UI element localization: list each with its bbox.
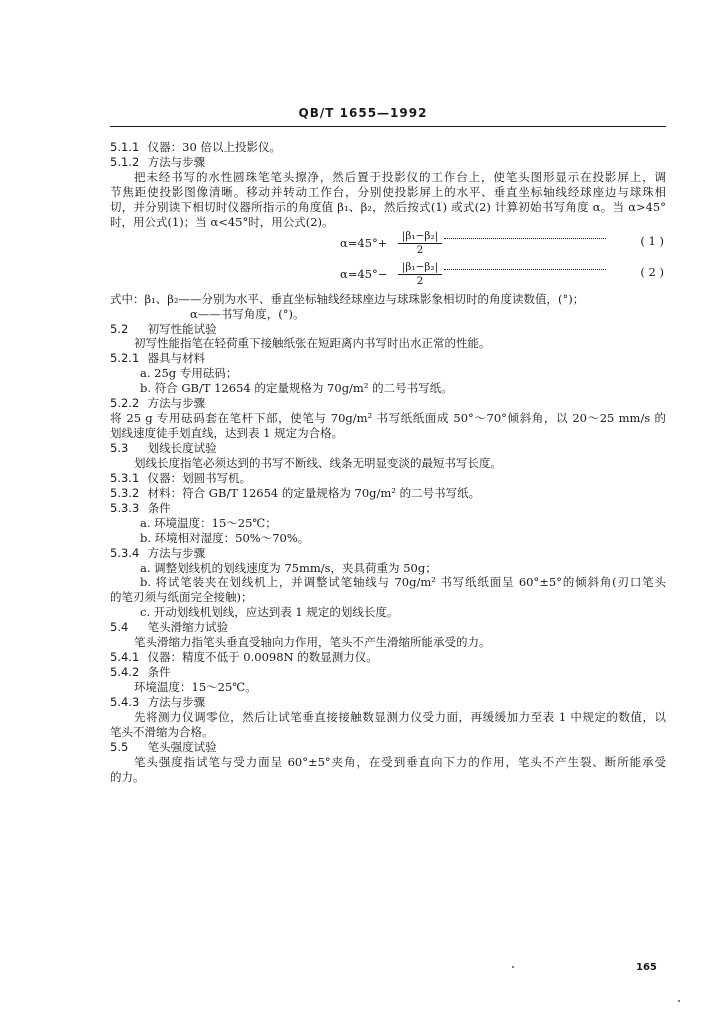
paragraph-line: 的力。	[110, 769, 145, 784]
paragraph-line: 先将测力仪调零位，然后让试笔垂直接接触数显测力仪受力面，再缓缓加力至表 1 中规定的数值，以	[134, 709, 666, 724]
list-item: b. 符合 GB/T 12654 的定量规格为 70g/m² 的二号书写纸。	[140, 381, 453, 396]
section-number: 5.5	[110, 739, 129, 754]
paragraph-line: 把未经书写的水性圆珠笔笔头擦净，然后置于投影仪的工作台上，使笔头图形显示在投影屏上，调	[134, 169, 666, 184]
page-number: 165	[636, 962, 657, 973]
paragraph-line: 划线速度徒手划直线，达到表 1 规定为合格。	[110, 426, 344, 441]
list-item: c. 开动划线机划线，应达到表 1 规定的划线长度。	[140, 605, 399, 620]
formula-fraction	[398, 261, 442, 288]
scan-speck	[512, 966, 514, 968]
leader-dots	[444, 269, 606, 270]
section-number: 5.2	[110, 321, 129, 336]
section-title: 笔头强度试验	[147, 739, 217, 754]
list-item: a. 调整划线机的划线速度为 75mm/s，夹具荷重为 50g；	[140, 560, 437, 575]
paragraph-line: 环境温度：15～25℃。	[134, 680, 257, 694]
section-5-3-2	[110, 486, 666, 501]
paragraph-line: 节焦距使投影图像清晰。移动并转动工作台，分别使投影屏上的水平、垂直坐标轴线经球座边与球珠相	[110, 184, 666, 199]
section-number: 5.4.2	[110, 665, 140, 680]
section-text: 仪器：精度不低于 0.0098N 的数显测力仪。	[147, 650, 378, 665]
paragraph-line: 时，用公式(1)；当 α<45°时，用公式(2)。	[110, 214, 334, 229]
paragraph-line: 笔头滑缩力指笔头垂直受轴向力作用，笔头不产生滑缩所能承受的力。	[134, 635, 491, 650]
section-title: 初写性能试验	[147, 321, 217, 336]
section-title: 方法与步骤	[147, 545, 206, 560]
section-5-4	[110, 620, 666, 635]
paragraph-line: 切，并分别读下相切时仪器所指示的角度值 β₁、β₂，然后按式(1) 或式(2) 计算初始书写角度 α。当 α>45°	[110, 199, 666, 214]
section-5-4-2	[110, 665, 666, 680]
section-5-3-4	[110, 546, 666, 561]
section-number: 5.2.2	[110, 396, 140, 411]
fraction-numerator: |β₁−β₂|	[398, 230, 442, 245]
section-number: 5.4.3	[110, 694, 140, 709]
formula-lhs: α=45°−	[340, 266, 388, 281]
section-text: 材料：符合 GB/T 12654 的定量规格为 70g/m² 的二号书写纸。	[147, 485, 481, 500]
section-text: 仪器：划圆书写机。	[147, 470, 252, 485]
leader-dots	[444, 238, 606, 239]
section-number: 5.4.1	[110, 650, 140, 665]
list-item: a. 环境温度：15～25℃；	[140, 515, 277, 530]
section-title: 方法与步骤	[147, 396, 206, 411]
section-5-1-1	[110, 140, 666, 155]
section-5-5	[110, 740, 666, 755]
fraction-numerator: |β₁−β₂|	[398, 261, 442, 276]
section-title: 器具与材料	[147, 351, 206, 366]
section-5-3-1	[110, 471, 666, 486]
list-item: b. 环境相对湿度：50%～70%。	[140, 530, 310, 545]
where-line: α——书写角度，(°)。	[190, 306, 305, 321]
section-5-3-3	[110, 501, 666, 516]
section-title: 划线长度试验	[147, 441, 217, 455]
section-number: 5.2.1	[110, 351, 140, 366]
list-item: b. 将试笔装夹在划线机上，并调整试笔轴线与 70g/m² 书写纸纸面呈 60°±5°的倾斜角(刃口笔头	[140, 575, 666, 590]
section-5-3	[110, 441, 666, 456]
formula-fraction	[398, 230, 442, 257]
section-title: 条件	[147, 665, 171, 680]
formula-lhs: α=45°+	[340, 235, 388, 250]
paragraph-line: 将 25 g 专用砝码套在笔杆下部，使笔与 70g/m² 书写纸纸面成 50°～70°倾斜角，以 20～25 mm/s 的	[110, 411, 666, 426]
section-number: 5.1.1	[110, 140, 140, 154]
section-5-4-3	[110, 695, 666, 710]
paragraph-line: 笔头不滑缩为合格。	[110, 724, 214, 739]
list-item-continuation: 的笔刃须与纸面完全接触)；	[110, 590, 253, 605]
formula-2	[110, 261, 666, 292]
section-5-1-2	[110, 155, 666, 170]
section-title: 方法与步骤	[147, 154, 206, 169]
section-number: 5.3.1	[110, 470, 140, 485]
section-5-4-1	[110, 650, 666, 665]
section-number: 5.4	[110, 620, 129, 635]
paragraph-line: 划线长度指笔必须达到的书写不断线、线条无明显变淡的最短书写长度。	[134, 455, 502, 470]
page-header: QB/T 1655—1992	[298, 106, 428, 120]
section-number: 5.3.2	[110, 485, 140, 500]
section-5-2-1	[110, 351, 666, 366]
scan-speck	[678, 1000, 680, 1002]
list-item: a. 25g 专用砝码；	[140, 366, 238, 381]
fraction-denominator: 2	[416, 275, 424, 288]
section-number: 5.1.2	[110, 154, 140, 169]
fraction-denominator: 2	[416, 244, 424, 257]
section-title: 笔头滑缩力试验	[147, 620, 229, 635]
section-number: 5.3.3	[110, 500, 140, 515]
section-5-2-2	[110, 396, 666, 411]
where-line: 式中：β₁、β₂——分别为水平、垂直坐标轴线经球座边与球珠影象相切时的角度读数值，(°)；	[110, 291, 585, 306]
section-number: 5.3	[110, 441, 129, 455]
section-number: 5.3.4	[110, 545, 140, 560]
header-rule	[110, 126, 666, 127]
section-title: 方法与步骤	[147, 694, 206, 709]
equation-number: ( 1 )	[640, 233, 664, 248]
paragraph-line: 笔头强度指试笔与受力面呈 60°±5°夹角，在受到垂直向下力的作用，笔头不产生裂、断所能承受	[134, 754, 666, 769]
formula-1	[110, 230, 666, 261]
equation-number: ( 2 )	[640, 264, 664, 279]
section-title: 条件	[147, 500, 171, 515]
document-body	[110, 140, 666, 785]
section-text: 仪器：30 倍以上投影仪。	[147, 140, 281, 154]
paragraph-line: 初写性能指笔在轻荷重下接触纸张在短距离内书写时出水正常的性能。	[134, 336, 491, 351]
section-5-2	[110, 322, 666, 337]
